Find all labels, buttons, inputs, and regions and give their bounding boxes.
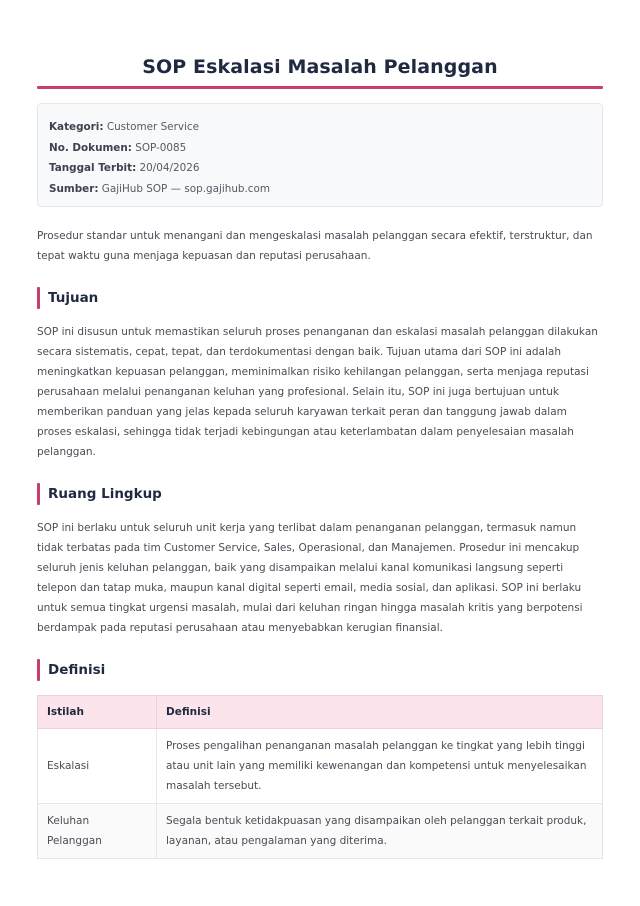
column-header-definisi: Definisi bbox=[157, 696, 603, 729]
section-definisi bbox=[37, 658, 603, 859]
accent-bar bbox=[37, 483, 40, 505]
column-header-istilah: Istilah bbox=[38, 696, 157, 729]
table-header-row bbox=[38, 696, 603, 729]
section-title: Definisi bbox=[48, 662, 106, 678]
term-cell: Eskalasi bbox=[38, 729, 157, 804]
definition-cell: Proses pengalihan penanganan masalah pelanggan ke tingkat yang lebih tinggi atau unit lain yang memiliki kewenangan dan kompetensi untuk menyelesaikan masalah tersebut. bbox=[157, 729, 603, 804]
section-ruang-lingkup bbox=[37, 482, 603, 638]
meta-tanggal-terbit bbox=[49, 158, 591, 179]
meta-kategori bbox=[49, 117, 591, 138]
section-title: Tujuan bbox=[48, 290, 99, 306]
definition-table bbox=[37, 695, 603, 859]
table-row bbox=[38, 729, 603, 804]
definition-cell: Segala bentuk ketidakpuasan yang disampaikan oleh pelanggan terkait produk, layanan, atau pengalaman yang diterima. bbox=[157, 804, 603, 859]
section-heading bbox=[37, 658, 603, 682]
section-heading bbox=[37, 482, 603, 506]
meta-value: Customer Service bbox=[106, 121, 199, 133]
meta-label: Sumber: bbox=[49, 182, 99, 195]
meta-value: SOP-0085 bbox=[135, 141, 187, 154]
accent-bar bbox=[37, 659, 40, 681]
section-text: SOP ini disusun untuk memastikan seluruh proses penanganan dan eskalasi masalah pelanggan dilakukan secara sistematis, cepat, tepat, dan terdokumentasi dengan baik. Tujuan utama dari SOP ini adalah meningkatkan kepuasan pelanggan, meminimalkan risiko kehilangan pelanggan, serta menjaga reputasi perusahaan melalui penanganan keluhan yang profesional. Selain itu, SOP ini juga bertujuan untuk memberikan panduan yang jelas kepada seluruh karyawan terkait peran dan tanggung jawab dalam proses eskalasi, sehingga tidak terjadi kebingungan atau keterlambatan dalam penyelesaian masalah pelanggan. bbox=[37, 326, 598, 458]
meta-label: Tanggal Terbit: bbox=[49, 162, 137, 174]
accent-bar bbox=[37, 287, 40, 309]
meta-value: GajiHub SOP — sop.gajihub.com bbox=[101, 182, 270, 195]
meta-value: 20/04/2026 bbox=[139, 162, 200, 174]
meta-sumber bbox=[49, 179, 591, 200]
section-heading bbox=[37, 286, 603, 310]
meta-label: No. Dokumen: bbox=[49, 141, 132, 154]
metadata-box bbox=[37, 103, 603, 207]
section-text: SOP ini berlaku untuk seluruh unit kerja yang terlibat dalam penanganan pelanggan, termasuk namun tidak terbatas pada tim Customer Service, Sales, Operasional, dan Manajemen. Prosedur ini mencakup seluruh jenis keluhan pelanggan, baik yang disampaikan melalui kanal komunikasi langsung seperti telepon dan tatap muka, maupun kanal digital seperti email, media sosial, dan aplikasi. SOP ini berlaku untuk semua tingkat urgensi masalah, mulai dari keluhan ringan hingga masalah kritis yang berpotensi berdampak pada reputasi perusahaan atau menyebabkan kerugian finansial. bbox=[37, 522, 583, 634]
table-row bbox=[38, 804, 603, 859]
title-divider bbox=[37, 86, 603, 89]
section-title: Ruang Lingkup bbox=[48, 486, 162, 502]
intro-paragraph: Prosedur standar untuk menangani dan mengeskalasi masalah pelanggan secara efektif, terstruktur, dan tepat waktu guna menjaga kepuasan dan reputasi perusahaan. bbox=[37, 230, 593, 262]
section-tujuan bbox=[37, 286, 603, 462]
meta-label: Kategori: bbox=[49, 121, 104, 133]
meta-no-dokumen bbox=[49, 138, 591, 159]
page-title: SOP Eskalasi Masalah Pelanggan bbox=[142, 56, 498, 78]
term-cell: Keluhan Pelanggan bbox=[38, 804, 157, 859]
